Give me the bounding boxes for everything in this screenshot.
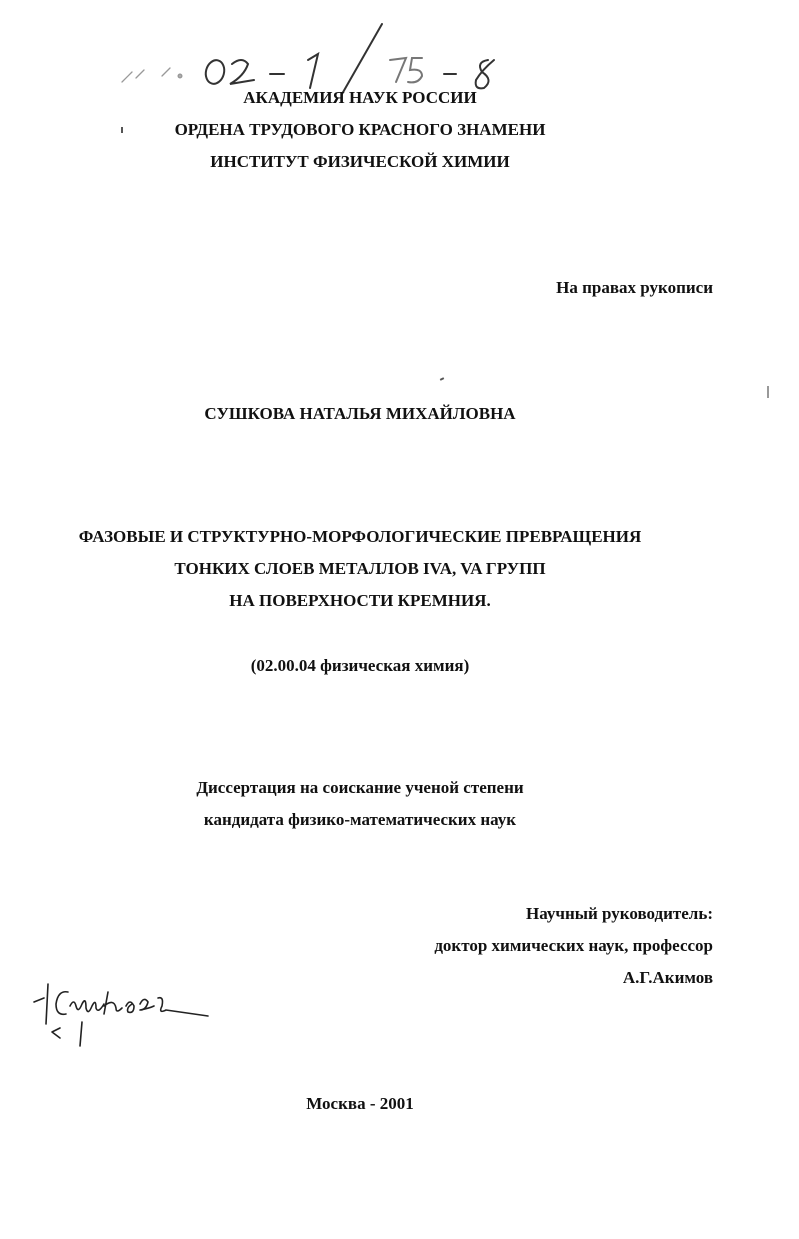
- signature-text: Сушкова: [30, 976, 34, 977]
- author-signature: [30, 976, 220, 1056]
- place-and-year: Москва - 2001: [306, 1094, 414, 1113]
- supervisor-credentials: доктор химических наук, профессор: [434, 936, 713, 955]
- thesis-title-line-3: НА ПОВЕРХНОСТИ КРЕМНИЯ.: [229, 591, 491, 610]
- supervisor-label: Научный руководитель:: [526, 904, 713, 923]
- archive-number-text: 02 - 1 / 75 - 8: [110, 20, 116, 21]
- academy-name: АКАДЕМИЯ НАУК РОССИИ: [243, 88, 477, 107]
- manuscript-rights: На правах рукописи: [556, 278, 713, 297]
- thesis-title-line-1: ФАЗОВЫЕ И СТРУКТУРНО-МОРФОЛОГИЧЕСКИЕ ПРЕВРАЩЕНИЯ: [78, 527, 642, 546]
- degree-line-1: Диссертация на соискание ученой степени: [196, 778, 524, 797]
- specialty-code: (02.00.04 физическая химия): [250, 656, 470, 675]
- degree-line-2: кандидата физико-математических наук: [203, 810, 517, 829]
- order-name: ОРДЕНА ТРУДОВОГО КРАСНОГО ЗНАМЕНИ: [174, 120, 546, 139]
- thesis-title-line-2: ТОНКИХ СЛОЕВ МЕТАЛЛОВ IVA, VA ГРУПП: [174, 559, 546, 578]
- stray-mark: [440, 377, 444, 381]
- supervisor-name: А.Г.Акимов: [622, 968, 713, 987]
- author-name: СУШКОВА НАТАЛЬЯ МИХАЙЛОВНА: [204, 404, 516, 423]
- stray-mark: [767, 386, 769, 398]
- institute-name: ИНСТИТУТ ФИЗИЧЕСКОЙ ХИМИИ: [210, 152, 510, 171]
